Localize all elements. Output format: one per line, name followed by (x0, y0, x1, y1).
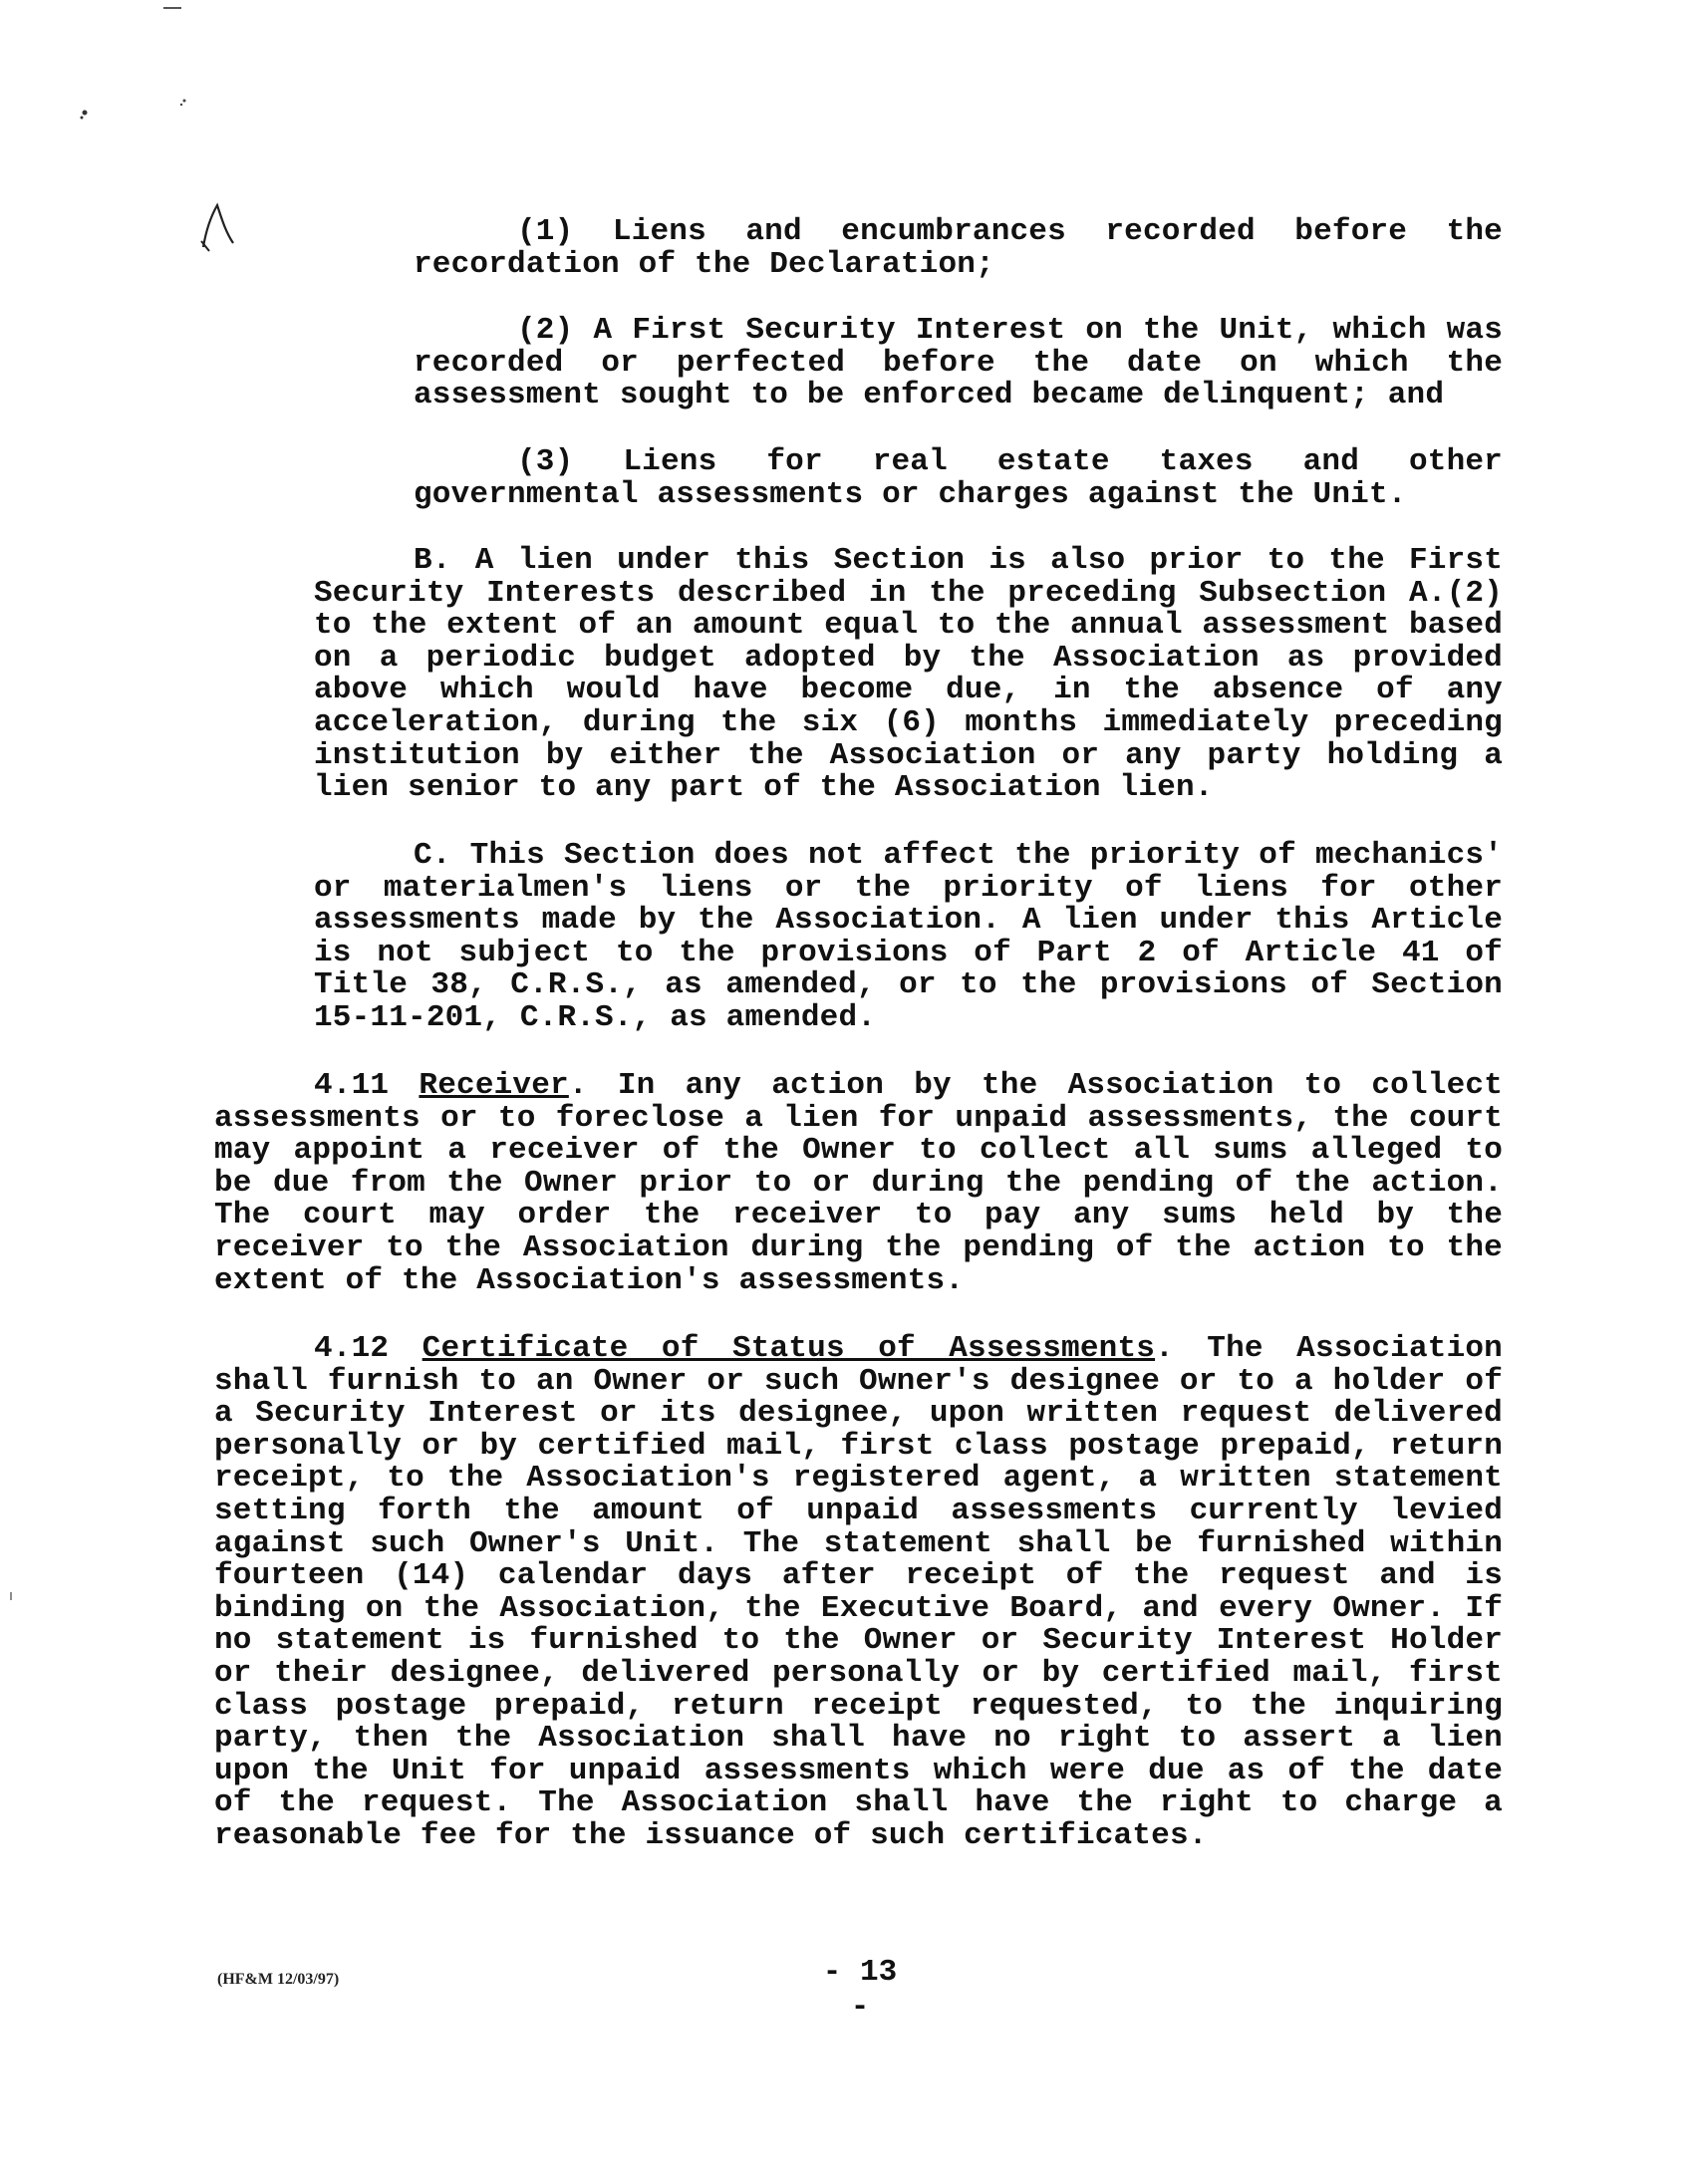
scan-speck-margin (6, 1590, 16, 1604)
scan-speck-left (75, 95, 194, 125)
section-body: . In any action by the Association to collect assessments or to foreclose a lien for unpaid assessments, the court may appoint a receiver of the Owner to collect all sums alleged to be due from the Owner prior to or during the pending of the action. The court may order the receiver to pay any sums held by the receiver to the Association during the pending of the action to the extent of the Association's assessments. (214, 1068, 1503, 1298)
handwritten-mark (195, 197, 245, 257)
section-heading: Certificate of Status of Assessments (422, 1331, 1156, 1366)
section-number: 4.11 (314, 1068, 390, 1103)
section-heading: Receiver (419, 1068, 569, 1103)
paragraph-c: C. This Section does not affect the priority of mechanics' or materialmen's liens or the priority of liens for other assessments made by the Association. A lien under this Article is not subject to the provisions of Part 2 of Article 41 of Title 38, C.R.S., as amended, or to the provisions of Section 15-11-201, C.R.S., as amended. (314, 838, 1503, 1035)
paragraph-2: (2) A First Security Interest on the Unit, which was recorded or perfected before the date on which the assessment sought to be enforced became delinquent; and (414, 313, 1503, 413)
scan-speck-top (159, 2, 189, 14)
section-4-12 (214, 1333, 1503, 1853)
section-4-11 (214, 1070, 1503, 1297)
section-body: . The Association shall furnish to an Owner or such Owner's designee or to a holder of a Security Interest or its designee, upon written request delivered personally or by certified mail, first class postage prepaid, return receipt, to the Association's registered agent, a written statement setting forth the amount of unpaid assessments currently levied against such Owner's Unit. The statement shall be furnished within fourteen (14) calendar days after receipt of the request and is binding on the Association, the Executive Board, and every Owner. If no statement is furnished to the Owner or Security Interest Holder or their designee, delivered personally or by certified mail, first class postage prepaid, return receipt requested, to the inquiring party, then the Association shall have no right to assert a lien upon the Unit for unpaid assessments which were due as of the date of the request. The Association shall have the right to charge a reasonable fee for the issuance of such certificates. (214, 1331, 1503, 1853)
paragraph-b: B. A lien under this Section is also prior to the First Security Interests described in the preceding Subsection A.(2) to the extent of an amount equal to the annual assessment based on a periodic budget adopted by the Association as provided above which would have become due, in the absence of any acceleration, during the six (6) months immediately preceding institution by either the Association or any party holding a lien senior to any part of the Association lien. (314, 543, 1503, 806)
footer-document-code: (HF&M 12/03/97) (217, 1971, 340, 1988)
section-number: 4.12 (314, 1331, 390, 1366)
paragraph-1: (1) Liens and encumbrances recorded before the recordation of the Declaration; (414, 214, 1503, 282)
page-number: - 13 - (822, 1955, 898, 2025)
paragraph-3: (3) Liens for real estate taxes and other governmental assessments or charges against the Unit. (414, 444, 1503, 512)
